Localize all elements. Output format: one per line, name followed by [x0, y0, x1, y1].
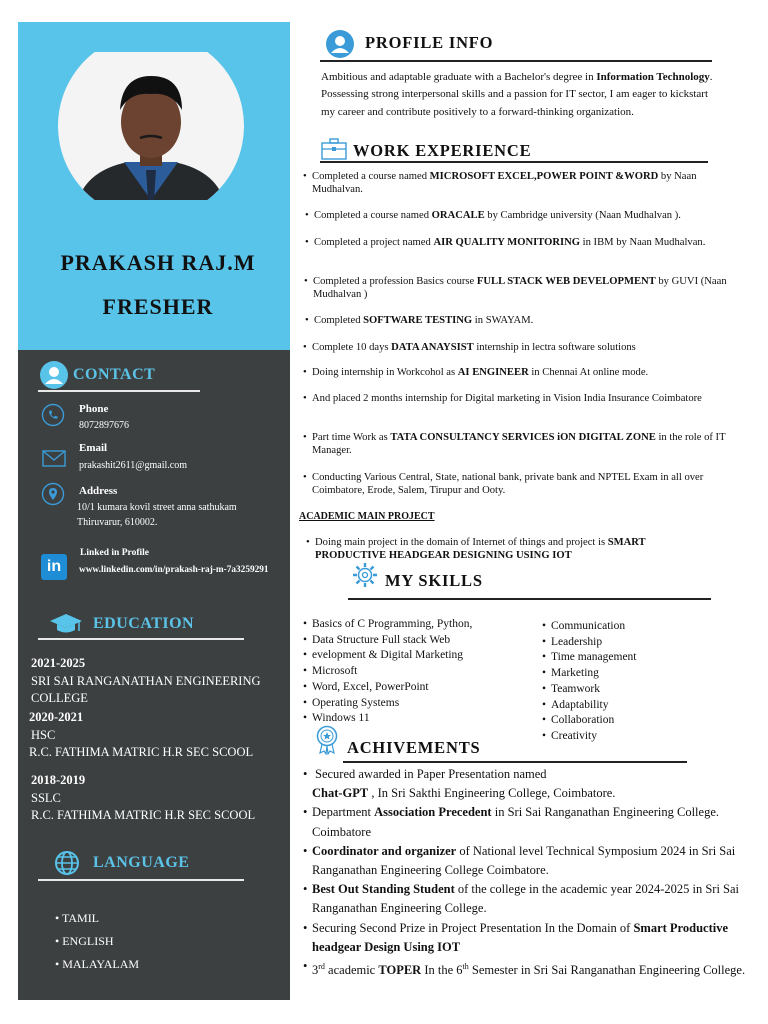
- academic-project-heading: ACADEMIC MAIN PROJECT: [299, 511, 435, 522]
- work-item: • Doing internship in Workcohol as AI ENGINEER in Chennai At online mode.: [303, 367, 649, 378]
- skills-divider: [348, 598, 711, 600]
- address-label: Address: [79, 485, 118, 497]
- language-english: ENGLISH: [62, 934, 114, 948]
- language-tamil: TAMIL: [61, 911, 100, 925]
- work-item: • Complete 10 days DATA ANAYSIST internship in lectra software solutions: [303, 342, 636, 353]
- skill-item: • Leadership: [542, 635, 603, 648]
- work-item: • Part time Work as TATA CONSULTANCY SERVICES iON DIGITAL ZONE in the role of IT Manager.: [303, 432, 726, 456]
- gear-icon: [352, 562, 378, 593]
- email-value[interactable]: prakashit2611@gmail.com: [79, 460, 187, 471]
- candidate-name: PRAKASH RAJ.M: [60, 250, 256, 275]
- skill-item: • Operating Systems: [303, 696, 400, 709]
- edu-3-years: 2018-2019: [31, 773, 86, 787]
- work-item: • Completed a profession Basics course FULL STACK WEB DEVELOPMENT by GUVI (Naan Mudhalvan ): [304, 276, 727, 300]
- profile-info-heading: PROFILE INFO: [365, 33, 494, 52]
- achievements-divider: [343, 761, 687, 763]
- work-item: • Completed SOFTWARE TESTING in SWAYAM.: [305, 315, 534, 326]
- skill-item: • Creativity: [542, 729, 597, 742]
- email-icon: [42, 450, 66, 473]
- contact-heading: CONTACT: [73, 366, 156, 383]
- edu-1-line1: SRI SAI RANGANATHAN ENGINEERING: [31, 674, 261, 688]
- edu-3-line1: SSLC: [31, 791, 61, 805]
- achievement-item: • Department Association Precedent in Sri Sai Ranganathan Engineering College. Coimbatore: [303, 805, 719, 839]
- achievement-item: • Best Out Standing Student of the college in the academic year 2024-2025 in Sri Sai Ranganathan Engineering College.: [303, 882, 740, 916]
- globe-icon: [54, 850, 80, 881]
- address-line-1: 10/1 kumara kovil street anna sathukam: [77, 502, 237, 513]
- profile-summary: Ambitious and adaptable graduate with a Bachelor's degree in Information Technology. Possessing strong interpersonal skills and a passion for IT sector, I am eager to kickstart my career and contribute positively to a forward-thinking organization.: [321, 71, 713, 118]
- achievement-item: • Secured awarded in Paper Presentation named: [303, 767, 547, 781]
- address-line-2: Thiruvarur, 610002.: [77, 517, 158, 528]
- work-item: • Completed a course named ORACALE by Cambridge university (Naan Mudhalvan ).: [305, 210, 681, 221]
- skills-heading: MY SKILLS: [385, 571, 483, 590]
- achievement-item-cont: Chat-GPT , In Sri Sakthi Engineering College, Coimbatore.: [312, 786, 616, 801]
- skills-left-list: [303, 617, 537, 727]
- skill-item: • Teamwork: [542, 682, 601, 695]
- work-item: • Conducting Various Central, State, national bank, private bank and NPTEL Exam in all over Coimbatore, Erode, Salem, Tirupur and Ooty.: [303, 472, 704, 496]
- work-item: • Completed a project named AIR QUALITY MONITORING in IBM by Naan Mudhalvan.: [305, 237, 706, 248]
- skill-item: • Microsoft: [303, 665, 358, 678]
- work-experience-divider: [320, 161, 708, 163]
- location-icon: [41, 482, 65, 511]
- skill-item: • Adaptability: [542, 698, 609, 711]
- language-item-2: • ENGLISH: [55, 934, 114, 948]
- language-item-1: • TAMIL: [55, 911, 100, 925]
- edu-1-years: 2021-2025: [31, 656, 86, 670]
- candidate-role: FRESHER: [102, 294, 214, 319]
- achievements-list: [303, 765, 752, 980]
- linkedin-url[interactable]: www.linkedin.com/in/prakash-raj-m-7a3259291: [79, 565, 269, 575]
- achievement-item: • Coordinator and organizer of National level Technical Symposium 2024 in Sri Sai Ranganathan Engineering College Coimbatore.: [303, 843, 736, 878]
- profile-info-icon: [326, 30, 354, 58]
- skill-item: • Marketing: [542, 667, 599, 680]
- contact-person-icon: [40, 361, 68, 389]
- skill-item: • Basics of C Programming, Python,: [303, 618, 473, 630]
- phone-icon: [41, 403, 65, 432]
- skill-item: • Windows 11: [303, 712, 370, 725]
- edu-2-years: 2020-2021: [29, 710, 84, 724]
- linkedin-label: Linked in Profile: [80, 548, 149, 558]
- edu-2-line2: R.C. FATHIMA MATRIC H.R SEC SCOOL: [29, 745, 254, 759]
- contact-divider: [38, 390, 200, 392]
- achievements-heading: ACHIVEMENTS: [347, 738, 481, 757]
- education-divider: [38, 638, 244, 640]
- linkedin-icon[interactable]: in: [41, 554, 67, 580]
- graduation-cap-icon: [49, 612, 83, 641]
- skill-item: • Word, Excel, PowerPoint: [303, 680, 429, 693]
- skill-item: • Collaboration: [542, 714, 615, 727]
- work-item: • Completed a course named MICROSOFT EXCEL,POWER POINT &WORD by Naan Mudhalvan.: [303, 171, 697, 195]
- skill-item: • evelopment & Digital Marketing: [303, 649, 464, 662]
- work-item: • And placed 2 months internship for Digital marketing in Vision India Insurance Coimbatore: [303, 393, 702, 404]
- language-heading: LANGUAGE: [93, 854, 190, 871]
- phone-value[interactable]: 8072897676: [79, 420, 129, 431]
- award-badge-icon: [314, 725, 340, 760]
- profile-info-divider: [320, 60, 712, 62]
- edu-1-line2: COLLEGE: [31, 691, 88, 705]
- work-experience-heading: WORK EXPERIENCE: [353, 141, 532, 160]
- phone-label: Phone: [79, 403, 109, 415]
- achievement-item: • Securing Second Prize in Project Presentation In the Domain of Smart Productive headgear Design Using IOT: [303, 920, 729, 954]
- education-heading: EDUCATION: [93, 615, 195, 632]
- edu-2-line1: HSC: [31, 728, 56, 742]
- language-divider: [38, 879, 244, 881]
- achievement-item: • 3rd academic TOPER In the 6th Semester in Sri Sai Ranganathan Engineering College.: [303, 959, 746, 978]
- skill-item: • Data Structure Full stack Web: [303, 633, 451, 646]
- academic-project-item: • Doing main project in the domain of Internet of things and project is SMART PRODUCTIVE HEADGEAR DESIGNING USING IOT: [306, 537, 646, 561]
- edu-3-line2: R.C. FATHIMA MATRIC H.R SEC SCOOL: [31, 808, 256, 822]
- language-item-3: • MALAYALAM: [55, 957, 140, 971]
- profile-photo: [58, 52, 244, 200]
- language-malayalam: MALAYALAM: [62, 957, 140, 971]
- email-label: Email: [79, 442, 108, 454]
- skills-right-list: [542, 619, 731, 745]
- skill-item: • Communication: [542, 620, 626, 632]
- skill-item: • Time management: [542, 651, 637, 664]
